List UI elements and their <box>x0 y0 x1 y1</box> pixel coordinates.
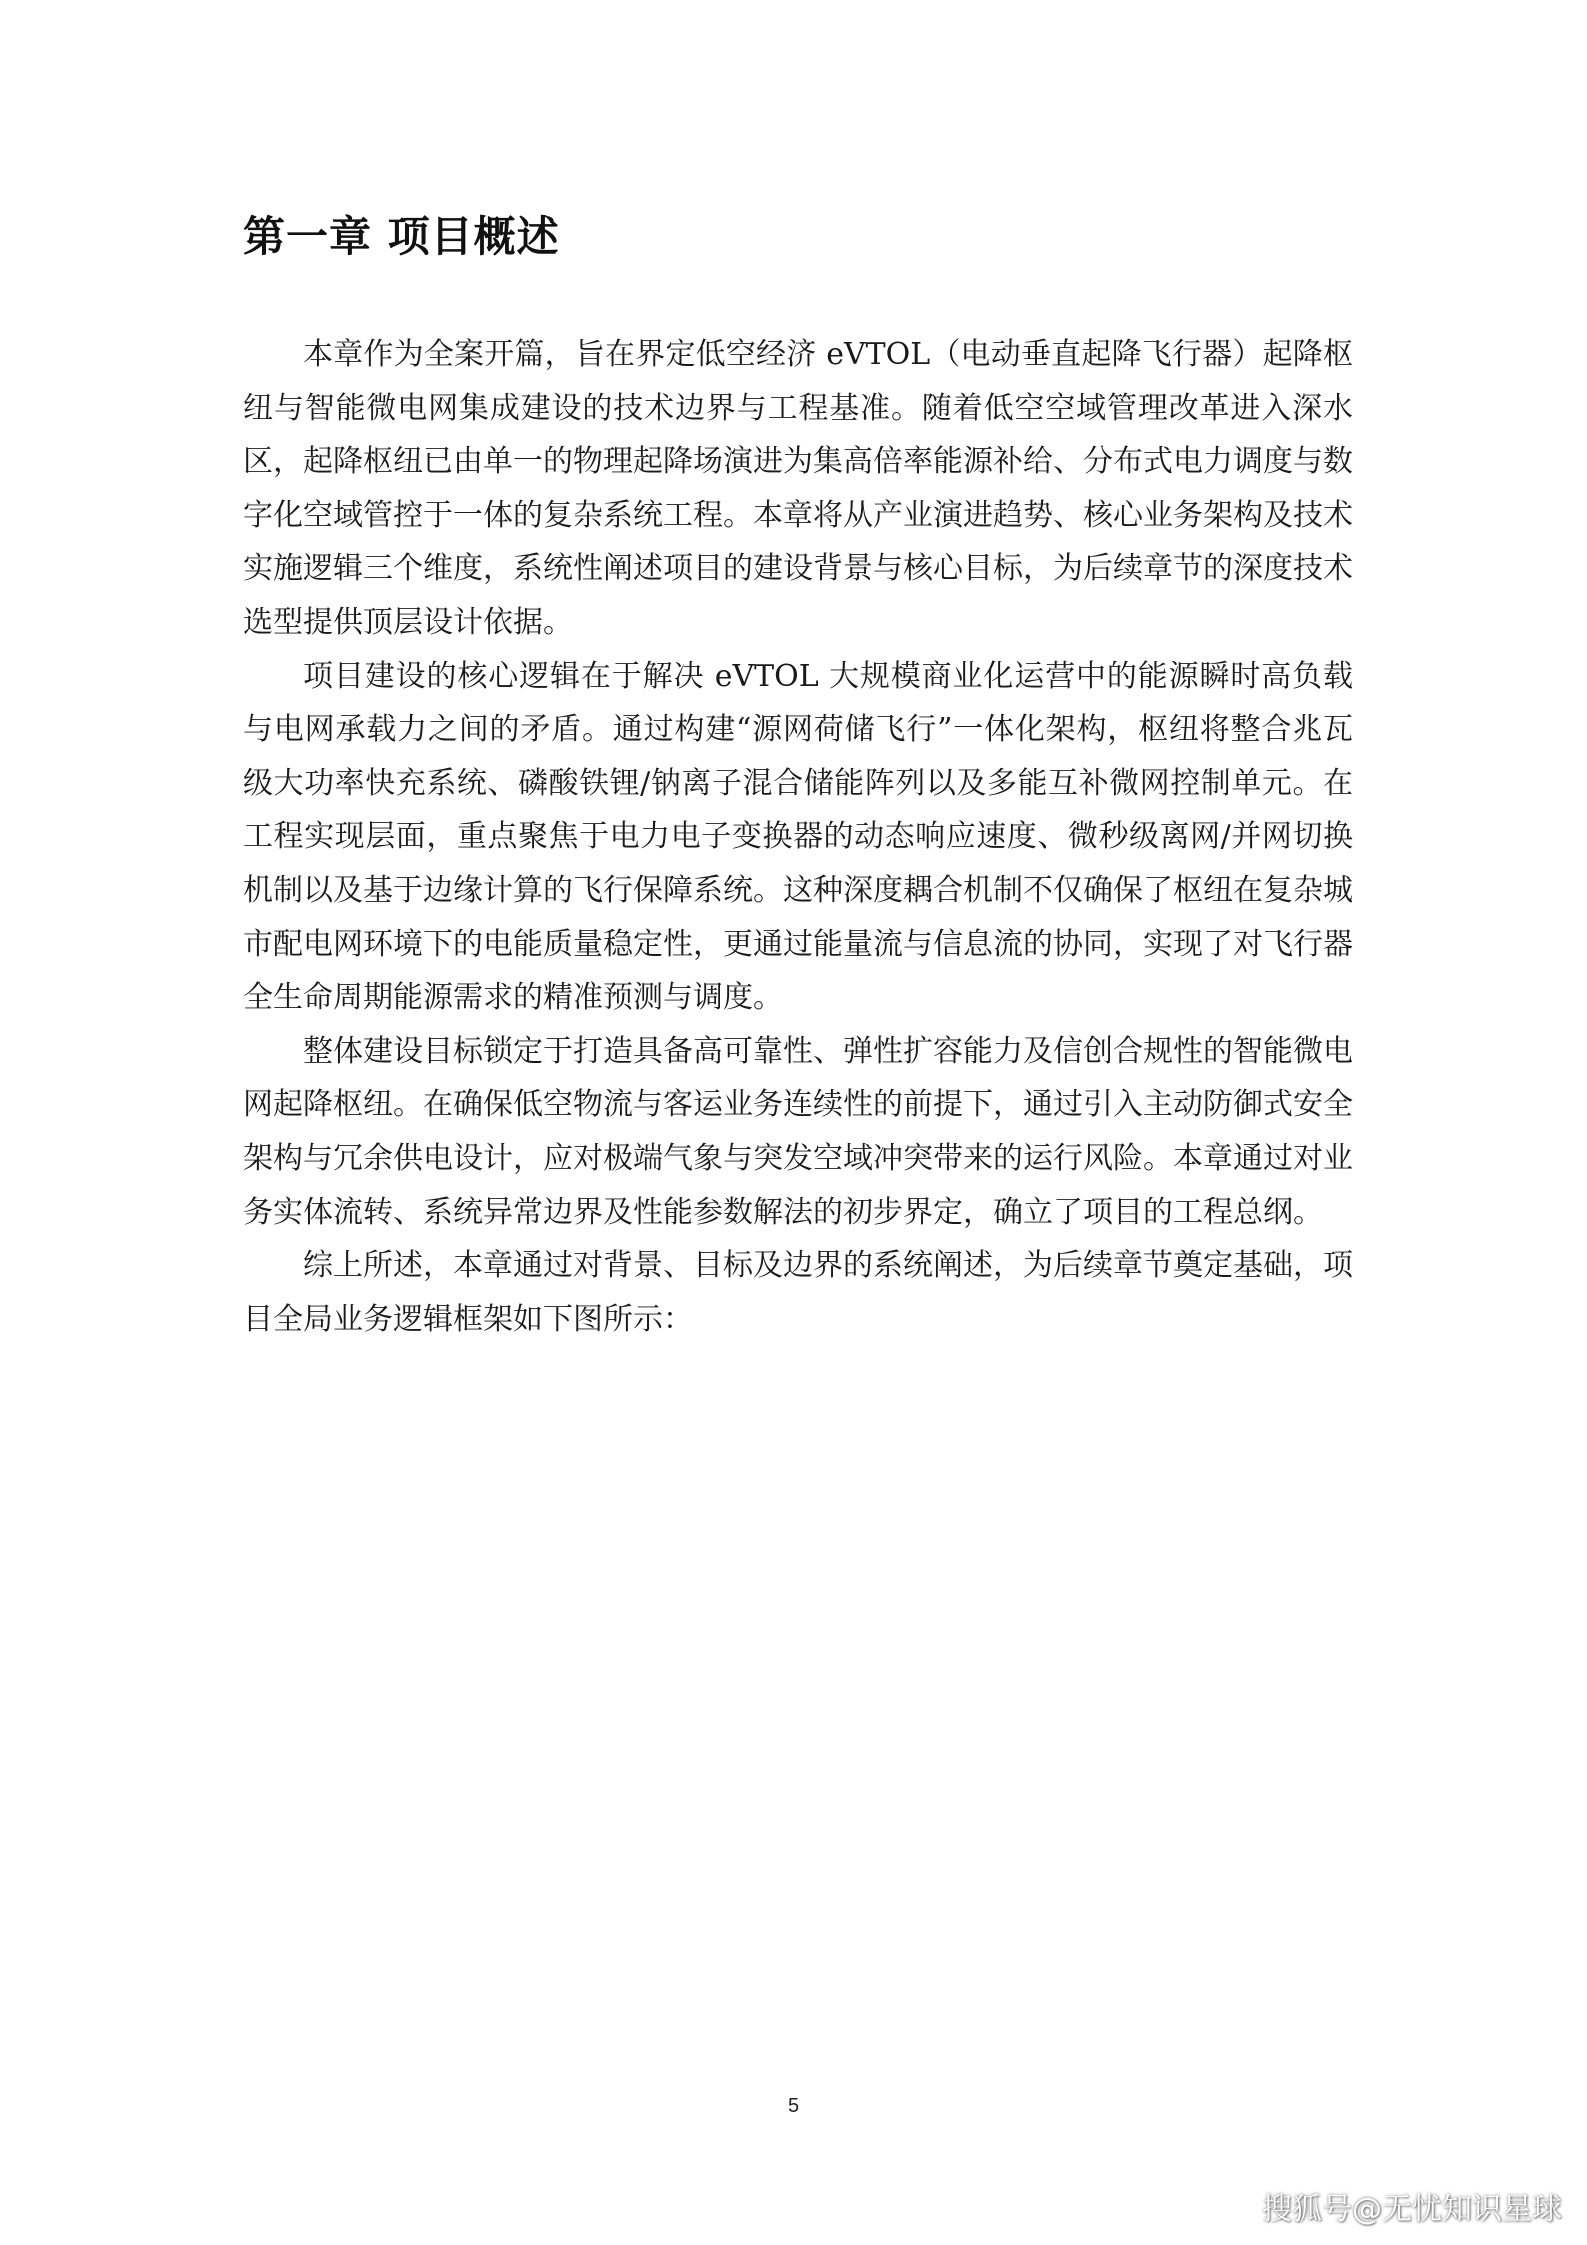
paragraph-summary: 综上所述，本章通过对背景、目标及边界的系统阐述，为后续章节奠定基础，项目全局业务逻辑框架如下图所示： <box>243 1248 1353 1337</box>
chapter-title: 第一章 项目概述 <box>243 212 560 261</box>
page-number: 5 <box>787 2095 800 2117</box>
paragraph-core-logic: 项目建设的核心逻辑在于解决 eVTOL 大规模商业化运营中的能源瞬时高负载与电网承载力之间的矛盾。通过构建“源网荷储飞行”一体化架构，枢纽将整合兆瓦级大功率快充系统、磷酸铁锂/钠离子混合储能阵列以及多能互补微网控制单元。在工程实现层面，重点聚焦于电力电子变换器的动态响应速度、微秒级离网/并网切换机制以及基于边缘计算的飞行保障系统。这种深度耦合机制不仅确保了枢纽在复杂城市配电网环境下的电能质量稳定性，更通过能量流与信息流的协同，实现了对飞行器全生命周期能源需求的精准预测与调度。 <box>243 658 1353 1016</box>
paragraph-intro: 本章作为全案开篇，旨在界定低空经济 eVTOL（电动垂直起降飞行器）起降枢纽与智能微电网集成建设的技术边界与工程基准。随着低空空域管理改革进入深水区，起降枢纽已由单一的物理起降场演进为集高倍率能源补给、分布式电力调度与数字化空域管控于一体的复杂系统工程。本章将从产业演进趋势、核心业务架构及技术实施逻辑三个维度，系统性阐述项目的建设背景与核心目标，为后续章节的深度技术选型提供顶层设计依据。 <box>243 337 1353 640</box>
paragraph-goals: 整体建设目标锁定于打造具备高可靠性、弹性扩容能力及信创合规性的智能微电网起降枢纽。在确保低空物流与客运业务连续性的前提下，通过引入主动防御式安全架构与冗余供电设计，应对极端气象与突发空域冲突带来的运行风险。本章通过对业务实体流转、系统异常边界及性能参数解法的初步界定，确立了项目的工程总纲。 <box>243 1033 1353 1230</box>
watermark: 搜狐号@无忧知识星球 <box>1262 2192 1562 2227</box>
chapter-body <box>243 328 1353 1346</box>
